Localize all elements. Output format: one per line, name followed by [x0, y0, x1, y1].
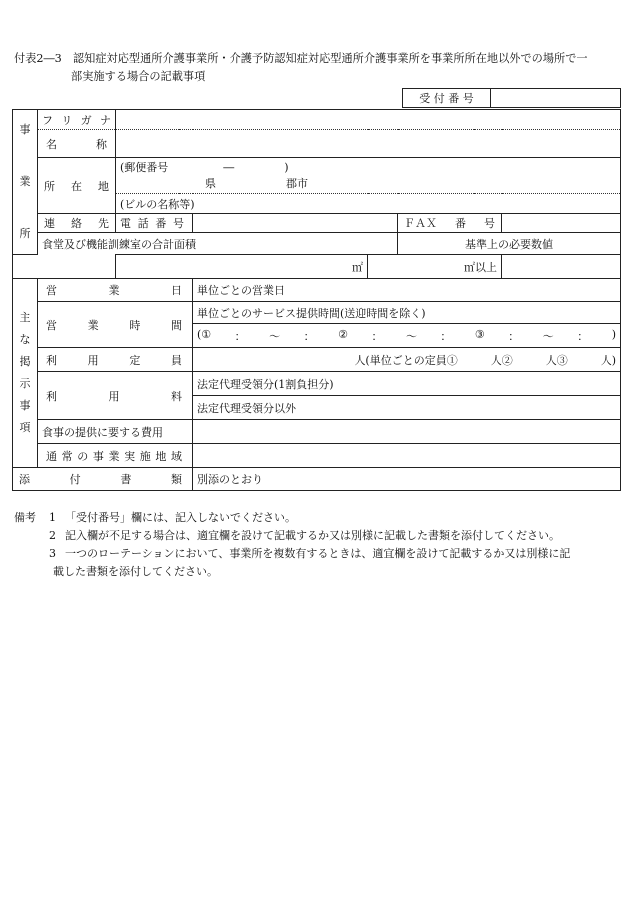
postal-dash: ―: [223, 161, 235, 174]
note-1-number: 1: [49, 511, 56, 524]
area-unit: ㎡: [352, 260, 363, 274]
area-blank: [13, 255, 116, 279]
receipt-number-label: 受 付 番 号: [403, 89, 491, 108]
furigana-label: フ リ ガ ナ: [38, 110, 116, 130]
fax-label: ＦＡＸ 番 号: [398, 214, 502, 233]
service-area-field[interactable]: [193, 444, 621, 468]
note-3-number: 3: [49, 547, 56, 560]
meal-cost-label: 食事の提供に要する費用: [38, 420, 193, 444]
prefecture-label: 県: [205, 177, 216, 190]
postal-suffix: ): [284, 161, 289, 174]
required-value-label: 基準上の必要数値: [398, 233, 621, 255]
phone-field[interactable]: [193, 214, 398, 233]
attachment-value: 別添のとおり: [197, 473, 263, 486]
contact-label: 連 絡 先: [38, 214, 116, 233]
building-field[interactable]: [116, 194, 621, 214]
required-value-field[interactable]: [368, 255, 502, 279]
note-2-text: 記入欄が不足する場合は、適宜欄を設けて記載するか又は別様に記載した書類を添付してください。: [65, 529, 560, 542]
capacity-text: 人(単位ごとの定員① 人② 人③ 人): [354, 353, 617, 367]
title-line-2: 部実施する場合の記載事項: [71, 70, 206, 83]
main-items-group-label: 主 な 掲 示 事 項: [13, 279, 38, 468]
fee-other-text: 法定代理受領分以外: [197, 401, 296, 415]
capacity-label: 利 用 定 員: [38, 348, 193, 372]
furigana-field[interactable]: [116, 110, 621, 130]
capacity-field[interactable]: [193, 348, 621, 372]
business-days-label: 営 業 日: [38, 279, 193, 302]
name-label: 名 称: [38, 130, 116, 158]
business-days-text: 単位ごとの営業日: [197, 284, 285, 297]
note-3-text: 一つのローテーションにおいて、事業所を複数有するときは、適宜欄を設けて記載するか又は別様に記: [65, 547, 571, 560]
location-field[interactable]: [116, 158, 621, 194]
receipt-number-table: [402, 88, 621, 108]
business-hours-field[interactable]: [193, 324, 621, 348]
notes-section: [14, 509, 620, 581]
fax-field[interactable]: [502, 214, 621, 233]
office-group-label: 事 業 所: [13, 110, 38, 255]
attachment-field[interactable]: [193, 468, 621, 491]
note-3-continuation: 載した書類を添付してください。: [53, 565, 218, 578]
suitability-field[interactable]: [502, 255, 621, 279]
postal-prefix: (郵便番号: [120, 161, 169, 174]
required-unit: ㎡以上: [464, 260, 497, 274]
area-value-field[interactable]: [116, 255, 368, 279]
city-label: 郡市: [286, 177, 308, 190]
fee-delegated-text: 法定代理受領分(1割負担分): [197, 377, 334, 391]
business-days-field[interactable]: [193, 279, 621, 302]
business-hours-desc: 単位ごとのサービス提供時間(送迎時間を除く): [193, 302, 621, 324]
attachment-label: 添 付 書 類: [13, 468, 193, 491]
document-title: [14, 50, 618, 86]
hours-slots: (① ： ～ ： ② ： ～ ： ③ ： ～ ： ): [197, 327, 617, 343]
meal-cost-field[interactable]: [193, 420, 621, 444]
location-label: 所 在 地: [38, 158, 116, 214]
service-area-label: 通 常 の 事 業 実 施 地 域: [38, 444, 193, 468]
phone-label: 電 話 番 号: [116, 214, 193, 233]
fee-other-field[interactable]: [193, 396, 621, 420]
fee-label: 利 用 料: [38, 372, 193, 420]
note-2-number: 2: [49, 529, 56, 542]
title-line-1: 付表2―3 認知症対応型通所介護事業所・介護予防認知症対応型通所介護事業所を事業所所在地以外での場所で一: [14, 52, 588, 65]
form-table: [12, 109, 621, 491]
building-label: (ビルの名称等): [120, 197, 195, 211]
fee-delegated-field[interactable]: [193, 372, 621, 396]
note-1-text: 「受付番号」欄には、記入しないでください。: [65, 511, 296, 524]
receipt-number-field[interactable]: [491, 89, 621, 108]
area-label: 食堂及び機能訓練室の合計面積: [38, 233, 398, 255]
name-field[interactable]: [116, 130, 621, 158]
business-hours-label: 営 業 時 間: [38, 302, 193, 348]
notes-heading: 備考: [14, 511, 36, 524]
